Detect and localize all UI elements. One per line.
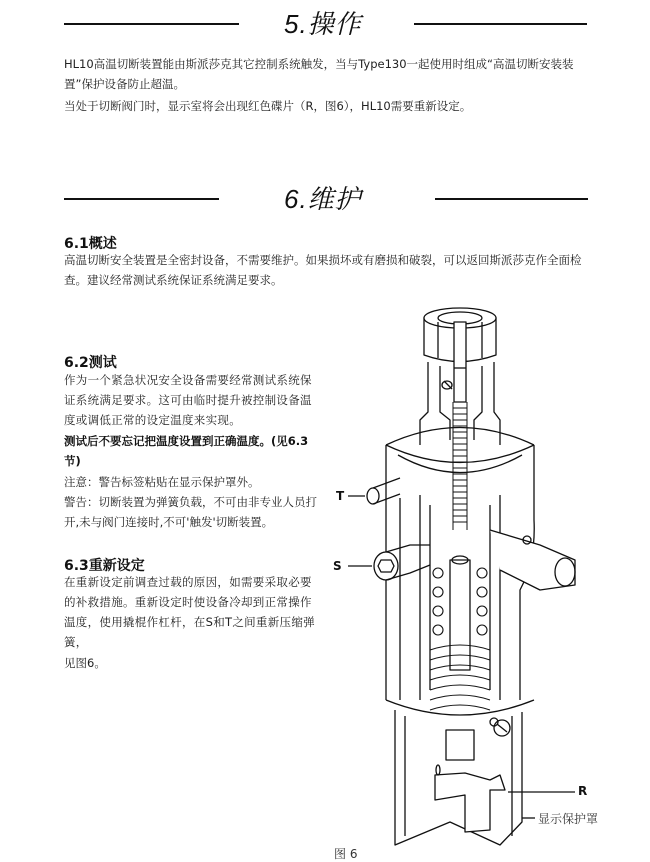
label-display-cover: 显示保护罩 — [538, 812, 599, 826]
subsection-6-2-bold-warning: 测试后不要忘记把温度设置到正确温度。(见6.3节) — [64, 434, 309, 468]
label-r: R — [578, 784, 588, 798]
label-s: S — [333, 559, 342, 573]
section6-title: 6.维护 — [284, 184, 362, 214]
label-t: T — [336, 489, 345, 503]
subsection-6-2-note: 注意：警告标签粘贴在显示保护罩外。 — [64, 475, 260, 489]
subsection-6-2-warning: 警告：切断装置为弹簧负载，不可由非专业人员打开,未与阀门连接时,不可'触发'切断装置。 — [64, 495, 317, 529]
subsection-6-2-text: 作为一个紧急状况安全设备需要经常测试系统保证系统满足要求。这可由临时提升被控制设备温度或调低正常的设定温度来实现。 — [64, 373, 312, 427]
section5-paragraph-1: HL10高温切断装置能由斯派莎克其它控制系统触发，当与Type130一起使用时组成“高温切断安装装置”保护设备防止超温。 — [64, 57, 574, 91]
subsection-6-1-text: 高温切断安全装置是全密封设备，不需要维护。如果损坏或有磨损和破裂，可以返回斯派莎克作全面检查。建议经常测试系统保证系统满足要求。 — [64, 253, 582, 287]
subsection-6-1-heading: 6.1概述 — [64, 236, 117, 252]
figure-caption: 图 6 — [334, 847, 358, 861]
subsection-6-3-heading: 6.3重新设定 — [64, 558, 145, 574]
section5-paragraph-2: 当处于切断阀门时，显示室将会出现红色碟片（R，图6），HL10需要重新设定。 — [64, 99, 472, 113]
subsection-6-2-heading: 6.2测试 — [64, 355, 117, 371]
section5-title: 5.操作 — [284, 9, 362, 39]
subsection-6-3-ref: 见图6。 — [64, 656, 106, 670]
subsection-6-3-text: 在重新设定前调查过载的原因，如需要采取必要的补救措施。重新设定时使设备冷却到正常操作温度，使用撬棍作杠杆，在S和T之间重新压缩弹簧， — [64, 575, 315, 649]
